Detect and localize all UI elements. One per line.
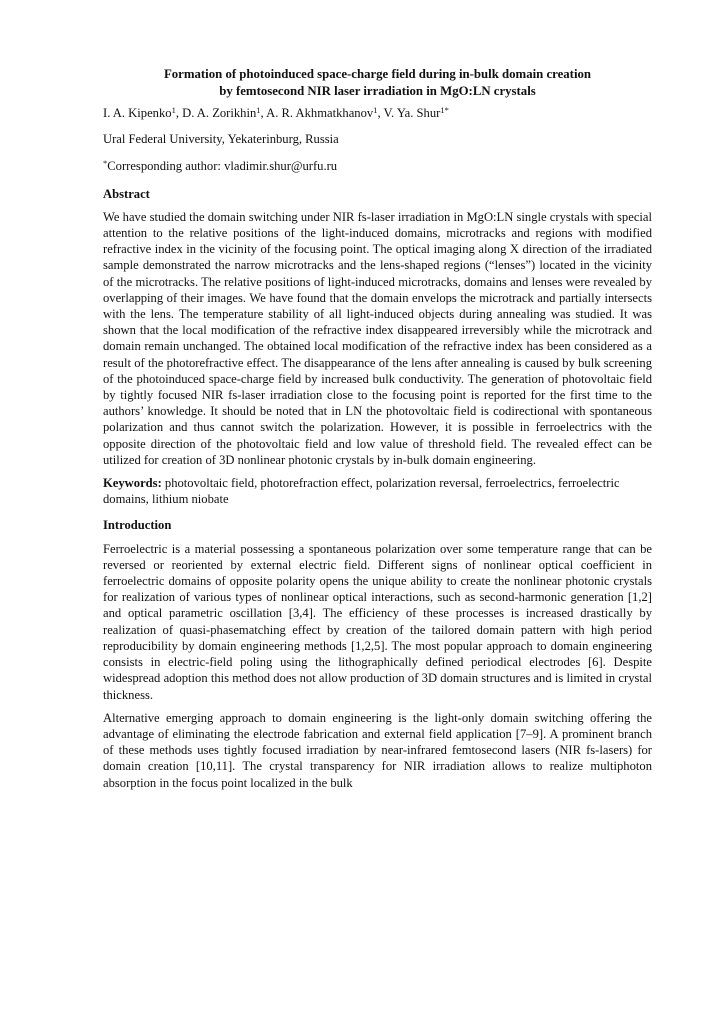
author-affiliation-mark: 1 xyxy=(171,105,176,115)
author-separator: , xyxy=(260,106,267,120)
abstract-heading: Abstract xyxy=(103,186,150,201)
author-affiliation-mark: 1 xyxy=(373,105,378,115)
introduction-paragraph-2: Alternative emerging approach to domain engineering is the light-only domain switching offering the advantage of eliminating the electrode fabrication and external field application [7–9]. A prominent branch of these methods uses tightly focused irradiation by near-infrared femtosecond lasers (NIR fs-lasers) for domain creation [10,11]. The crystal transparency for NIR irradiation allows to realize multiphoton absorption in the focus point localized in the bulk xyxy=(103,710,652,790)
abstract-text: We have studied the domain switching under NIR fs-laser irradiation in MgO:LN single crystals with special attention to the relative positions of the light-induced domains, microtracks and regions with modified refractive index in the vicinity of the focusing point. The optical imaging along X direction of the irradiated sample demonstrated the narrow microtracks and the lens-shaped regions (“lenses”) located in the vicinity of the microtracks. The relative positions of light-induced microtracks, domains and lenses were revealed by overlapping of their images. We have found that the domain envelops the microtrack and partially intersects with the lens. The temperature stability of all light-induced objects during annealing was studied. It was shown that the local modification of the refractive index disappeared irreversibly while the microtrack and domain remain unchanged. The obtained local modification of the refractive index has been considered as a result of the photorefractive effect. The disappearance of the lens after annealing is caused by bulk screening of the photoinduced space-charge field by increased bulk conductivity. The generation of photovoltaic field by tightly focused NIR fs-laser irradiation close to the focusing point is reported for the first time to the authors’ knowledge. It should be noted that in LN the photovoltaic field is codirectional with spontaneous polarization and thus cannot switch the polarization. However, it is possible in ferroelectrics with the opposite direction of the photovoltaic field and low value of threshold field. The revealed effect can be utilized for creation of 3D nonlinear photonic crystals by in-bulk domain engineering. xyxy=(103,209,652,467)
title-line-2: by femtosecond NIR laser irradiation in MgO:LN crystals xyxy=(219,83,536,98)
author-affiliation-mark: 1* xyxy=(440,105,449,115)
corresponding-mark: * xyxy=(103,158,108,169)
keywords-text: photovoltaic field, photorefraction effect, polarization reversal, ferroelectrics, ferroelectric domains, lithium niobate xyxy=(103,476,620,507)
corresponding-text: Corresponding author: vladimir.shur@urfu.ru xyxy=(107,159,338,174)
author-name: A. R. Akhmatkhanov xyxy=(266,106,374,120)
paper-page xyxy=(103,66,652,798)
title-line-1: Formation of photoinduced space-charge field during in-bulk domain creation xyxy=(163,67,592,81)
paper-title xyxy=(103,66,652,99)
author-name: D. A. Zorikhin xyxy=(182,106,257,120)
introduction-paragraph-1: Ferroelectric is a material possessing a spontaneous polarization over some temperature range that can be reversed or reoriented by external electric field. Different signs of nonlinear optical coefficient in ferroelectric domains of opposite polarity opens the unique ability to create the nonlinear photonic crystals for realization of various types of nonlinear optical interactions, such as second-harmonic generation [1,2] and optical parametric oscillation [3,4]. The efficiency of these processes is increased drastically by realization of quasi-phasematching effect by creation of the tailored domain pattern with high period reproducibility by domain engineering methods [1,2,5]. The most popular approach to domain engineering consists in electric-field poling using the lithographically defined periodical electrodes [6]. Despite widespread adoption this method does not allow production of 3D domain structures and is limited in crystal thickness. xyxy=(103,541,652,702)
keywords xyxy=(103,475,652,507)
author-affiliation-mark: 1 xyxy=(256,105,261,115)
keywords-label: Keywords: xyxy=(103,476,162,491)
author-name: I. A. Kipenko xyxy=(103,106,172,120)
author-name: V. Ya. Shur xyxy=(383,106,441,120)
introduction-heading: Introduction xyxy=(103,518,172,533)
corresponding-author xyxy=(103,158,652,174)
affiliation: Ural Federal University, Yekaterinburg, Russia xyxy=(103,132,339,147)
author-list xyxy=(103,105,652,121)
author-separator: , xyxy=(377,106,384,120)
author-separator: , xyxy=(175,106,183,120)
